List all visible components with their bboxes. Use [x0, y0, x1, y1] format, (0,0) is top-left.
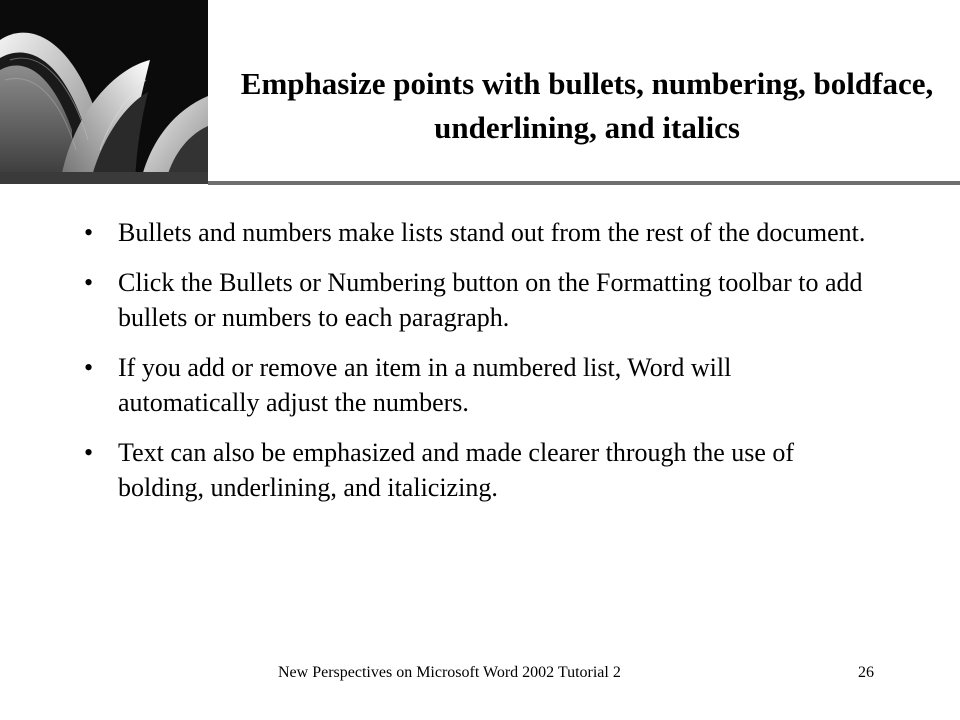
- header-divider: [208, 181, 960, 185]
- bullet-dot-icon: •: [84, 353, 94, 382]
- bullet-text: If you add or remove an item in a numbered list, Word will automatically adjust the numbers.: [118, 353, 732, 417]
- bullet-item: [78, 350, 878, 420]
- footer-text: New Perspectives on Microsoft Word 2002 Tutorial 2: [278, 664, 621, 681]
- bullet-item: [78, 215, 878, 250]
- bullet-list: [78, 215, 878, 520]
- header-opera-house-image: [0, 0, 208, 184]
- bullet-item: [78, 435, 878, 505]
- bullet-text: Bullets and numbers make lists stand out from the rest of the document.: [118, 218, 866, 247]
- bullet-text: Click the Bullets or Numbering button on the Formatting toolbar to add bullets or numbers to each paragraph.: [118, 268, 863, 332]
- bullet-item: [78, 265, 878, 335]
- bullet-dot-icon: •: [84, 438, 94, 467]
- bullet-text: Text can also be emphasized and made clearer through the use of bolding, underlining, and italicizing.: [118, 438, 795, 502]
- page-number: 26: [858, 664, 874, 681]
- bullet-dot-icon: •: [84, 218, 94, 247]
- slide-title: Emphasize points with bullets, numbering, boldface, underlining, and italics: [240, 66, 934, 145]
- bullet-dot-icon: •: [84, 268, 94, 297]
- opera-house-icon: [0, 0, 208, 184]
